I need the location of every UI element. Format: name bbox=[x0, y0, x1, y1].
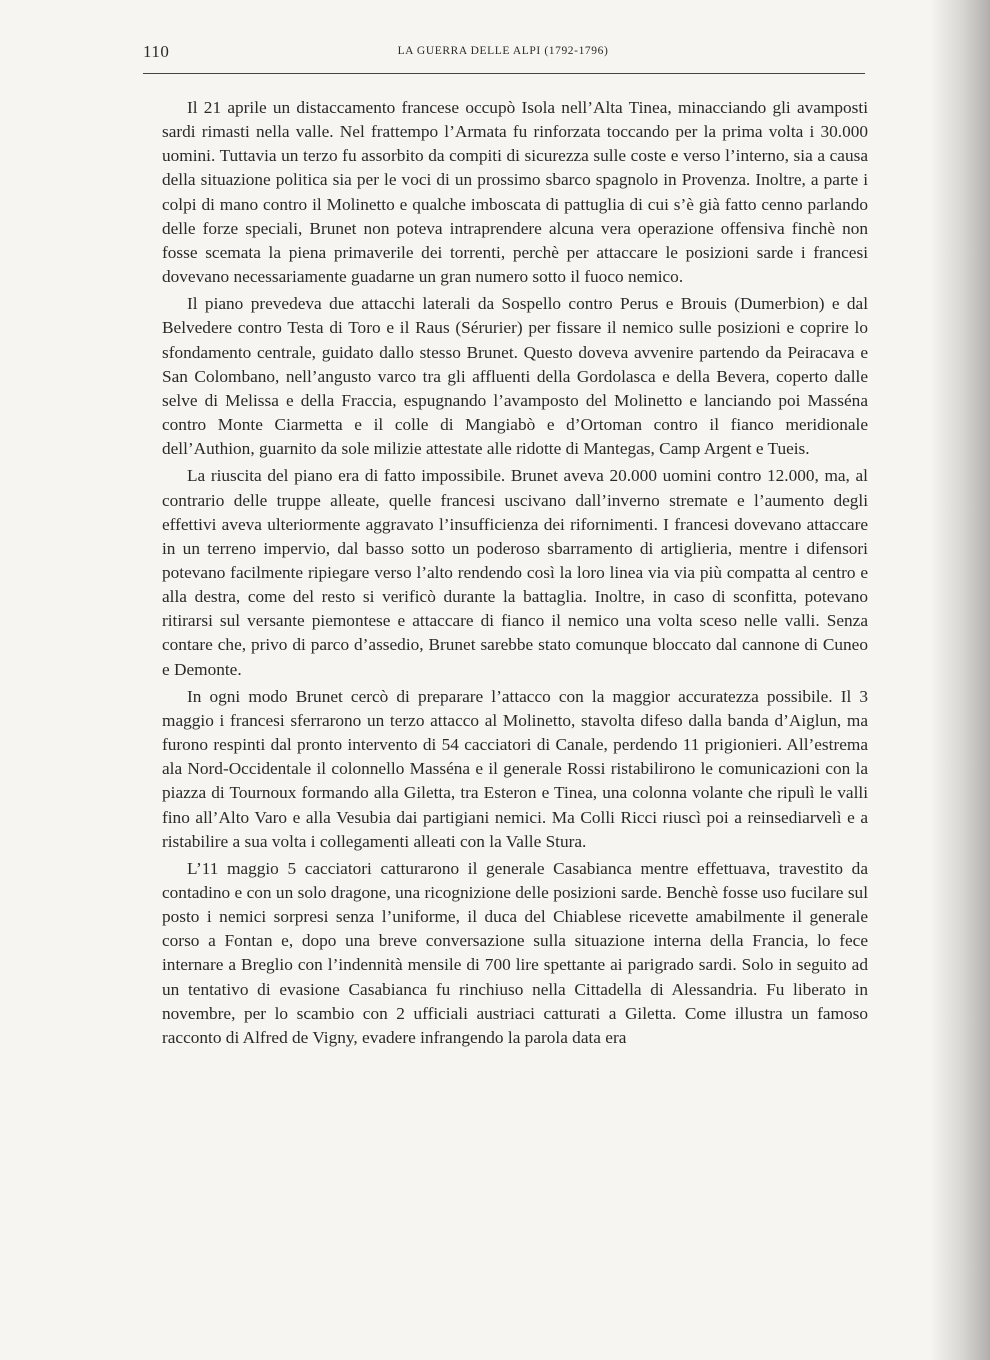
paragraph: Il 21 aprile un distaccamento francese occupò Isola nell’Alta Tinea, minacciando gli avamposti sardi rimasti nella valle. Nel frattempo l’Armata fu rinforzata toccando per la prima volta i 30.000 uomini. Tuttavia un terzo fu assorbito da compiti di sicurezza sulle coste e verso l’interno, sia a causa della situazione politica sia per le voci di un prossimo sbarco spagnolo in Provenza. Inoltre, a parte i colpi di mano contro il Molinetto e qualche imboscata di pattuglia di cui s’è già fatto cenno parlando delle forze speciali, Brunet non poteva intraprendere alcuna vera operazione offensiva finchè non fosse scemata la piena primaverile dei torrenti, perchè per attaccare le posizioni sarde i francesi dovevano necessariamente guadarne un gran numero sotto il fuoco nemico. bbox=[162, 98, 868, 287]
paragraph: In ogni modo Brunet cercò di preparare l’attacco con la maggior accuratezza possibile. Il 3 maggio i francesi sferrarono un terzo attacco al Molinetto, stavolta difeso dalla banda d’Aiglun, ma furono respinti dal pronto intervento di 54 cacciatori di Canale, perdendo 11 prigionieri. All’estrema ala Nord-Occidentale il colonnello Masséna e il generale Rossi ristabilirono le comunicazioni con la piazza di Tournoux formando alla Giletta, tra Esteron e Tinea, una colonna volante che ripulì le valli fino all’Alto Varo e alla Vesubia dai partigiani nemici. Ma Colli Ricci riuscì poi a reinsediarvelì e a ristabilire a sua volta i collegamenti alleati con la Valle Stura. bbox=[162, 686, 868, 851]
paragraph: L’11 maggio 5 cacciatori catturarono il generale Casabianca mentre effettuava, travestito da contadino e con un solo dragone, una ricognizione delle posizioni sarde. Benchè fosse uso fucilare sul posto i nemici sorpresi senza l’uniforme, il duca del Chiablese ricevette amabilmente il generale corso a Fontan e, dopo una breve conversazione sulla situazione interna della Francia, lo fece internare a Breglio con l’indennità mensile di 700 lire spettante ai parigrado sardi. Solo in seguito ad un tentativo di evasione Casabianca fu rinchiuso nella Cittadella di Alessandria. Fu liberato in novembre, per lo scambio con 2 ufficiali austriaci catturati a Giletta. Come illustra un famoso racconto di Alfred de Vigny, evadere infrangendo la parola data era bbox=[162, 858, 868, 1047]
header-rule bbox=[143, 73, 865, 74]
body-text bbox=[162, 96, 868, 1053]
page-number: 110 bbox=[143, 42, 170, 61]
paragraph: La riuscita del piano era di fatto impossibile. Brunet aveva 20.000 uomini contro 12.000, ma, al contrario delle truppe alleate, quelle francesi uscivano dall’inverno stremate e l’aumento degli effettivi aveva ulteriormente aggravato l’insufficienza dei rifornimenti. I francesi dovevano attaccare in un terreno impervio, dal basso sotto un poderoso sbarramento di artiglieria, mentre i difensori potevano facilmente ripiegare verso l’alto rendendo così la loro linea via via più compatta al centro e alla destra, come del resto si verificò durante la battaglia. Inoltre, in caso di sconfitta, potevano ritirarsi sul versante piemontese e attaccare di fianco il nemico una volta sceso nelle valli. Senza contare che, privo di parco d’assedio, Brunet sarebbe stato comunque bloccato dal cannone di Cuneo e Demonte. bbox=[162, 466, 868, 679]
page-header bbox=[143, 42, 863, 64]
running-title: LA GUERRA DELLE ALPI (1792-1796) bbox=[397, 45, 609, 57]
paragraph: Il piano prevedeva due attacchi laterali da Sospello contro Perus e Brouis (Dumerbion) e dal Belvedere contro Testa di Toro e il Raus (Sérurier) per fissare il nemico sulle posizioni e coprire lo sfondamento centrale, guidato dallo stesso Brunet. Questo doveva avvenire partendo da Peiracava e San Colombano, nell’angusto varco tra gli affluenti della Gordolasca e della Bevera, coperto dalle selve di Melissa e della Fraccia, espugnando l’avamposto del Molinetto e lanciando poi Masséna contro Monte Ciarmetta e il colle di Mangiabò e d’Ortoman contro il fianco meridionale dell’Authion, guarnito da sole milizie attestate alle ridotte di Mantegas, Camp Argent e Tueis. bbox=[162, 294, 868, 459]
page-binding-shadow bbox=[930, 0, 990, 1360]
